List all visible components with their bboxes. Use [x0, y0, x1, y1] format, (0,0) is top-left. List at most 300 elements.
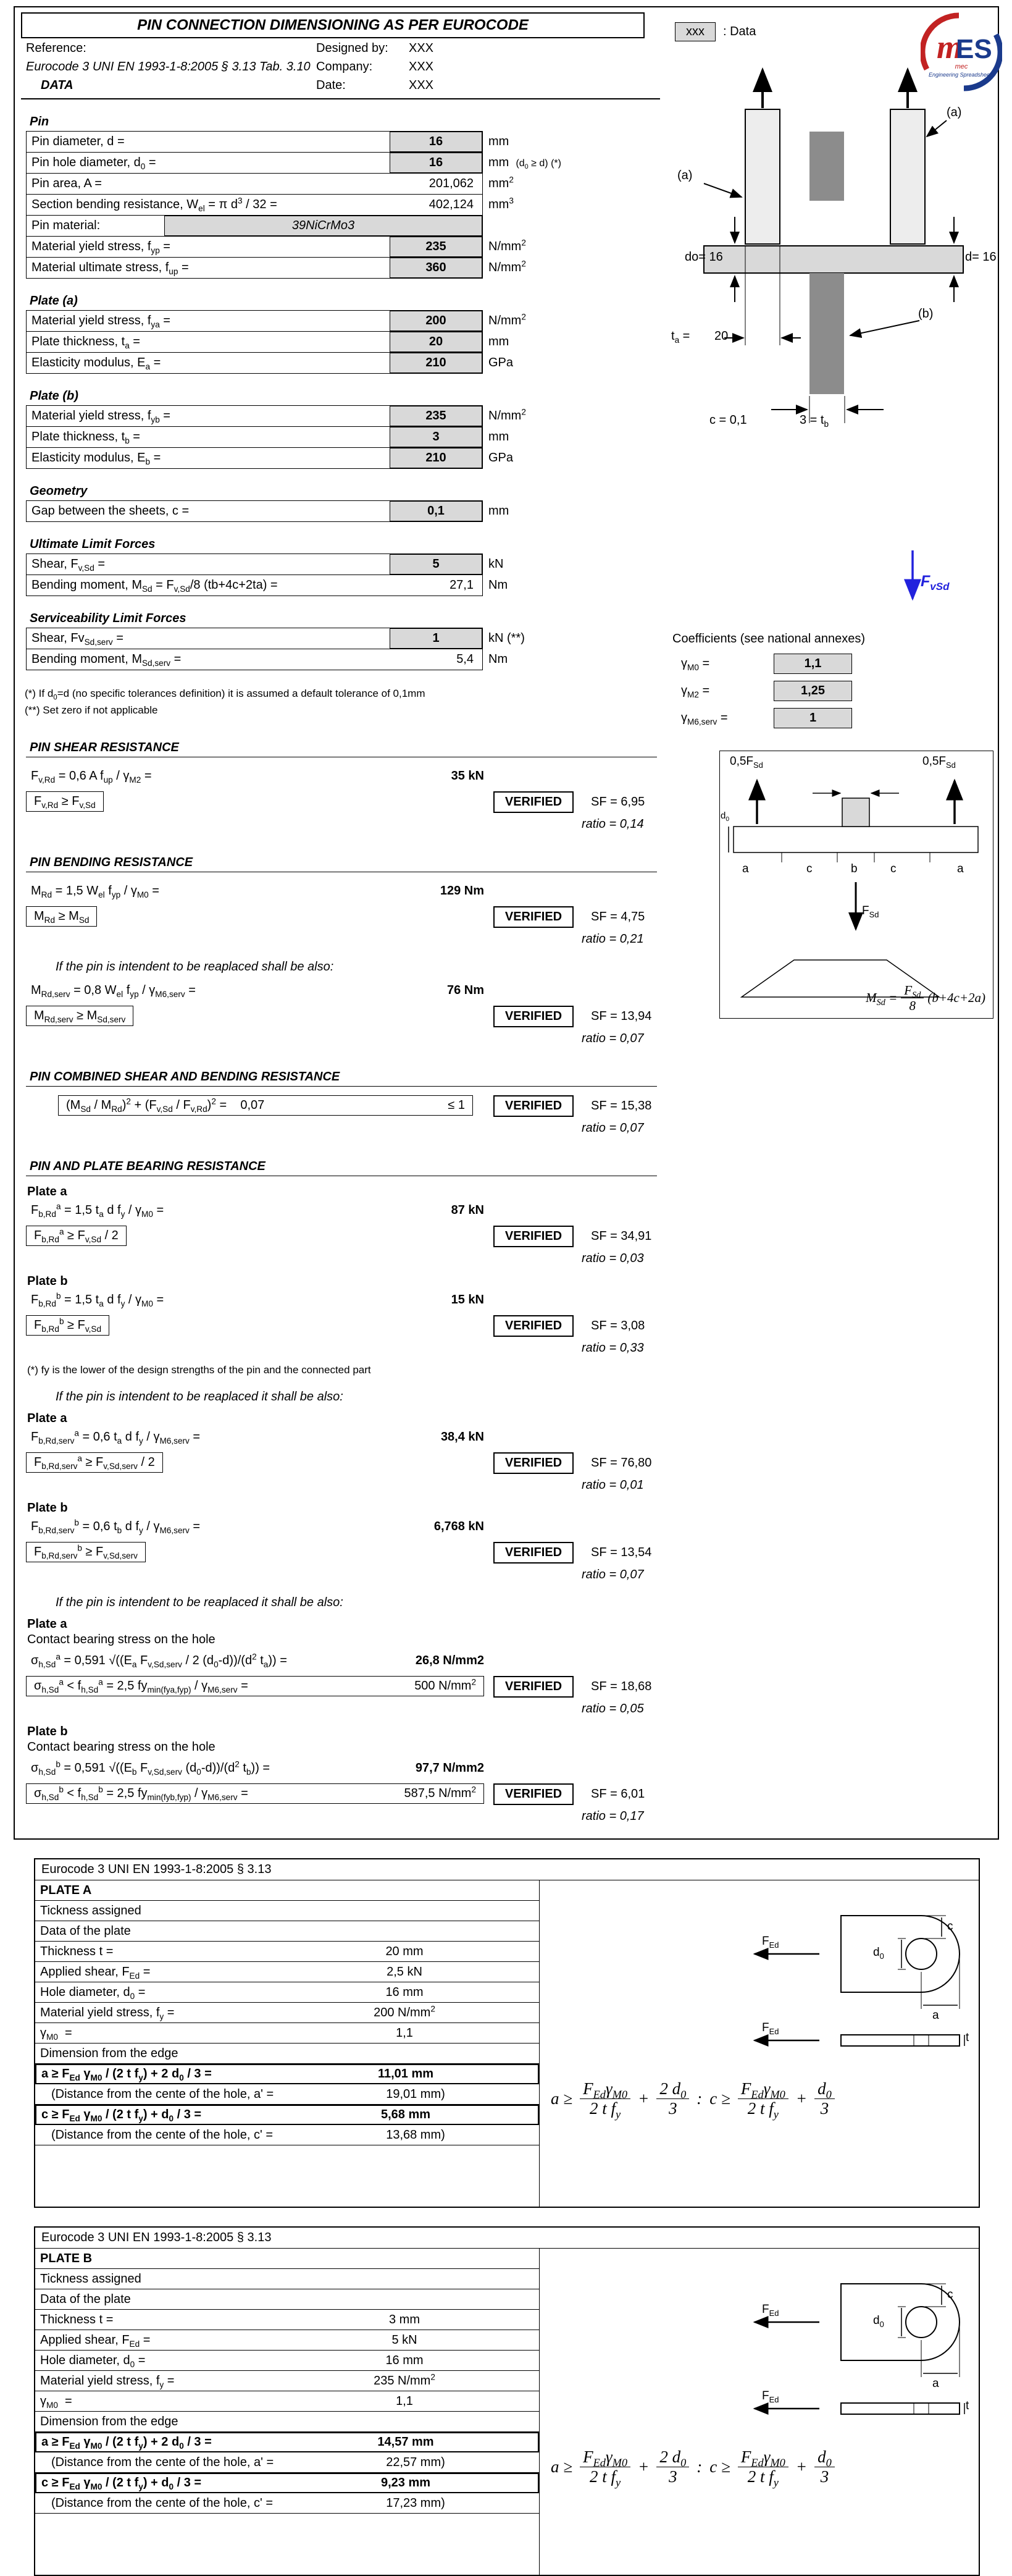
data-row [27, 649, 508, 670]
edge-distance-c-row [35, 2473, 539, 2493]
thickness-label: t [966, 2031, 969, 2044]
row-label: Hole diameter, $d_0$ = [40, 1985, 146, 2001]
coefficient-value[interactable]: 1,1 [774, 654, 852, 674]
coefficient-row [681, 654, 1003, 674]
fraction: $\frac{2 d_0}{3}$ [656, 2448, 689, 2486]
plate-b-label: (b) [918, 307, 934, 321]
text-line: Plate b [27, 1274, 68, 1288]
data-row [27, 575, 508, 596]
fraction: $\frac{2 d_0}{3}$ [656, 2079, 689, 2118]
row-value-cell: 5,4 [456, 652, 474, 666]
logo-m: m [937, 28, 963, 65]
text-line: Plate a [27, 1185, 67, 1198]
row-label: $c \ge F_{Ed}$ $\gamma_{M0} / (2$ t $f_y) + d_0 / 3$ = [41, 2108, 202, 2123]
edge-a-label: a [932, 2009, 939, 2022]
hole-distance-c-row [35, 2125, 539, 2145]
row-label: Bending moment, $M_{Sd,serv}$ = [31, 652, 182, 668]
formula-line [26, 1290, 484, 1310]
center-plate [842, 798, 869, 827]
data-row [27, 195, 514, 216]
row-label: (Distance from the cente of the hole, a' = [51, 2087, 274, 2101]
row-label: $c \ge F_{Ed}$ $\gamma_{M0} / (2$ t $f_y) + d_0 / 3$ = [41, 2476, 202, 2491]
row-value-cell[interactable]: 3 [390, 427, 482, 447]
company-value[interactable]: XXX [409, 60, 434, 74]
plate-data-rows [35, 1942, 539, 2044]
plate-code-reference: Eurocode 3 UNI EN 1993-1-8:2005 § 3.13 [35, 2228, 979, 2249]
applied-force-label: $F_{Sd}$ [862, 904, 879, 919]
plate-diagram-drawing [717, 1888, 977, 2061]
force-label-bottom: $F_{Ed}$ [762, 2021, 779, 2036]
formula-result: 15 kN [451, 1293, 484, 1307]
designed-by-label: Designed by: [316, 41, 388, 55]
plate-b-table [35, 2249, 540, 2575]
check-box-value: 500 $N/mm^2$ [414, 1677, 476, 1693]
check-formula: $(M_{Sd} / M_{Rd})^2 + (F_{v,Sd} / F_{v,Rd})^2$ = 0,07 [66, 1096, 265, 1114]
row-value: 22,57 mm) [386, 2455, 445, 2469]
row-unit: mm [488, 430, 509, 444]
verified-status-badge: VERIFIED [493, 1783, 574, 1805]
formula-label: $F_{b,Rd,serv}^a = 0,6$ $t_a$ d $f_y / \gamma_{M6,serv}$ = [31, 1428, 201, 1446]
section-ultimate-forces [26, 536, 508, 596]
plus-sign: + [795, 2457, 808, 2477]
text-line: ratio = 0,07 [582, 1121, 644, 1135]
row-label: Material yield stress, $f_{yb}$ = [31, 409, 170, 424]
check-line [26, 1226, 657, 1249]
data-row [27, 427, 509, 448]
section-lines [26, 1185, 657, 1824]
data-row [27, 628, 525, 649]
safety-factor: SF = 76,80 [591, 1456, 652, 1470]
text-line: Contact bearing stress on the hole [27, 1740, 215, 1754]
plus-sign: + [638, 2457, 650, 2477]
row-label: Material yield stress, $f_y$ = [40, 2005, 175, 2021]
coefficient-row [681, 681, 1003, 701]
row-value: 200 $N/mm^2$ [374, 2003, 435, 2019]
data-section-label: DATA [41, 78, 73, 92]
plate-sub1: Tickness assigned [40, 1903, 141, 1917]
safety-factor: SF = 13,54 [591, 1546, 652, 1559]
data-row [27, 311, 526, 332]
row-value-cell[interactable]: 16 [390, 132, 482, 152]
text-line: Contact bearing stress on the hole [27, 1633, 215, 1646]
row-unit: Nm [488, 652, 508, 666]
check-formula-box [26, 1006, 133, 1026]
plate-b-graphics [540, 2249, 979, 2575]
footnote-doublestar: (**) Set zero if not applicable [25, 704, 158, 716]
formula-result: 26,8 N/mm2 [415, 1654, 484, 1667]
plate-a-box [34, 1858, 980, 2208]
coefficient-value[interactable]: 1 [774, 708, 852, 728]
verified-status-badge: VERIFIED [493, 906, 574, 928]
text-line: If the pin is intendent to be reaplaced shall be also: [56, 960, 334, 974]
row-unit: $N/mm^2$ [488, 238, 526, 253]
check-formula-box [26, 1315, 109, 1336]
formula-line [26, 1427, 484, 1447]
formula-lhs-c: c ≥ [709, 2089, 730, 2108]
plate-b-upper [809, 132, 844, 201]
section-heading: PIN COMBINED SHEAR AND BENDING RESISTANCE [26, 1068, 657, 1087]
row-unit: mm $(d_0 \ge d)$ (*) [488, 156, 561, 171]
formula-label: $F_{b,Rd}^a = 1,5$ $t_a$ d $f_y / \gamma_{M0}$ = [31, 1202, 164, 1219]
moment-formula [866, 983, 985, 1013]
row-value: 19,01 mm) [386, 2087, 445, 2101]
text-line: ratio = 0,33 [582, 1341, 644, 1355]
row-value-cell[interactable]: 235 [390, 406, 482, 426]
bending-scheme-diagram [719, 751, 993, 1019]
edge-distance-c-row [35, 2105, 539, 2125]
text-line: ratio = 0,17 [582, 1809, 644, 1823]
data-row [27, 353, 514, 374]
row-label: Applied shear, $F_{Ed}$ = [40, 1964, 151, 1980]
pin-hole [906, 2307, 937, 2338]
text-line: Plate b [27, 1725, 68, 1738]
row-label: (Distance from the cente of the hole, c' = [51, 2496, 274, 2510]
plate-a-thickness-label: $t_a$ = [671, 329, 690, 345]
formula-label: $M_{Rd} = 1,5$ $W_{el}$ $f_{yp} / \gamma_{M0}$ = [31, 884, 159, 899]
row-value-cell[interactable]: 5 [390, 554, 482, 575]
check-line [26, 1006, 657, 1029]
serviceability-forces-table [26, 628, 525, 670]
pin-depth-label: $d_0$ [721, 810, 730, 823]
verified-status-badge: VERIFIED [493, 1452, 574, 1474]
edge-distance-formula [551, 2448, 979, 2489]
check-formula: $F_{b,Rd,serv}^b \ge F_{v,Sd,serv}$ [34, 1543, 138, 1560]
edge-c-label: c [947, 2288, 953, 2301]
plate-sub1: Tickness assigned [40, 2271, 141, 2286]
plate-data-row [35, 2310, 539, 2330]
safety-factor: SF = 6,01 [591, 1787, 645, 1801]
colon-sign: : [696, 2457, 703, 2477]
pin-hole [906, 1938, 937, 1969]
plate-data-row [35, 2391, 539, 2412]
row-label: Thickness t = [40, 2312, 114, 2326]
check-formula: $F_{b,Rd}^a \ge F_{v,Sd} / 2$ [34, 1227, 119, 1244]
row-label: Plate thickness, $t_a$ = [31, 335, 140, 350]
formula-line [26, 881, 484, 901]
hole-distance-c-row [35, 2493, 539, 2514]
coefficient-value[interactable]: 1,25 [774, 681, 852, 701]
row-value: 16 mm [385, 2353, 424, 2367]
plate-a-left [745, 109, 780, 244]
row-value-cell[interactable]: 16 [390, 153, 482, 173]
data-row [27, 501, 509, 522]
formula-lhs-c: c ≥ [709, 2457, 730, 2477]
formula-label: $F_{b,Rd,serv}^b = 0,6$ $t_b$ d $f_y / \gamma_{M6,serv}$ = [31, 1518, 201, 1535]
safety-factor: SF = 6,95 [591, 795, 645, 809]
row-label: $\gamma_{M0}$ = [40, 2026, 72, 2042]
hole-distance-a-row [35, 2452, 539, 2473]
reaction-right-label: $0,5F_{Sd}$ [922, 755, 956, 770]
plate-a-thickness-value: 20 [714, 329, 729, 343]
data-row [27, 132, 509, 153]
row-value-cell[interactable]: 1 [390, 628, 482, 649]
pin-bar [704, 246, 963, 273]
row-value: 1,1 [396, 2026, 413, 2040]
reaction-left-label: $0,5F_{Sd}$ [730, 755, 763, 770]
section-geometry [26, 482, 509, 522]
text-line: ratio = 0,03 [582, 1252, 644, 1265]
formula-result: 87 kN [451, 1203, 484, 1217]
page-title: PIN CONNECTION DIMENSIONING AS PER EUROCODE [21, 12, 645, 38]
row-label: Pin material: [31, 219, 101, 232]
formula-line [26, 1758, 484, 1778]
beam-diagram-drawing [720, 751, 992, 1017]
gap-label: c = 0,1 [709, 413, 747, 427]
text-line: (*) fy is the lower of the design strengths of the pin and the connected part [27, 1364, 371, 1376]
row-value: 2,5 kN [387, 1964, 422, 1979]
row-unit: GPa [488, 451, 514, 465]
logo-line1: mec [955, 63, 968, 70]
row-label: Pin area, A = [31, 177, 102, 190]
row-value-cell[interactable]: 20 [390, 332, 482, 352]
check-formula: $\sigma_{h,Sd}^a < f_{h,Sd}^a = 2,5$ $fy_{min(fya,fyp)} / \gamma_{M6,serv}$ = [34, 1677, 248, 1694]
row-unit: $N/mm^2$ [488, 312, 526, 327]
row-label: Plate thickness, $t_b$ = [31, 430, 140, 445]
coefficient-label: $\gamma_{M6,serv}$ = [681, 711, 728, 726]
leader-a-right [927, 120, 947, 137]
coefficient-label: $\gamma_{M2}$ = [681, 684, 710, 699]
formula-label: $\sigma_{h,Sd}^a = 0,591$ $√((E_a$ $F_{v,Sd,serv} / 2$ $(d_0-d))/(d^2$ $t_a$)) = [31, 1652, 287, 1669]
plate-sub2: Data of the plate [40, 2292, 131, 2306]
plate-a-right [890, 109, 925, 244]
row-label: Thickness t = [40, 1944, 114, 1958]
row-label: Bending moment, $M_{Sd} = F_{v,Sd}/8$ (tb+4c+2ta) = [31, 578, 278, 594]
force-label-top: $F_{Ed}$ [762, 2303, 779, 2318]
row-label: Pin diameter, d = [31, 135, 125, 148]
verified-status-badge: VERIFIED [493, 1006, 574, 1027]
safety-factor: SF = 13,94 [591, 1009, 652, 1023]
text-line: ratio = 0,05 [582, 1702, 644, 1715]
text-line: ratio = 0,01 [582, 1478, 644, 1492]
edge-distance-a-row [35, 2064, 539, 2084]
footnote-star: (*) If $d_0=d$ (no specific tolerances definition) it is assumed a default tolerance of 0,1mm [25, 688, 425, 702]
row-label: Material yield stress, $f_y$ = [40, 2373, 175, 2389]
verified-status-badge: VERIFIED [493, 1226, 574, 1247]
formula-result: 76 Nm [446, 983, 484, 997]
formula-label: $F_{v,Rd} = 0,6$ A $f_{up} / \gamma_{M2}$ = [31, 769, 152, 785]
row-label: Material yield stress, $f_{yp}$ = [31, 240, 170, 255]
check-line [26, 1542, 657, 1565]
text-line: Plate a [27, 1412, 67, 1425]
row-value-cell: 27,1 [450, 578, 474, 592]
moment-fraction: $\frac{F_{Sd}}{8}$ [901, 983, 924, 1013]
edge-c-label: c [947, 1920, 953, 1933]
section-heading: Geometry [26, 482, 483, 501]
main-worksheet [14, 6, 999, 1840]
check-formula: $M_{Rd} \ge M_{Sd}$ [34, 909, 90, 925]
row-unit: $N/mm^2$ [488, 259, 526, 274]
row-label: Section bending resistance, $W_{el} = \pi$ $d^3 / 32$ = [31, 196, 277, 213]
plate-a-table [35, 1880, 540, 2207]
code-reference-row [21, 57, 660, 75]
row-value: 3 mm [389, 2312, 420, 2326]
section-bearing-resistance [26, 1158, 657, 1824]
plate-title: PLATE B [40, 2251, 93, 2265]
plate-data-row [35, 2330, 539, 2351]
row-unit: $mm^2$ [488, 175, 514, 190]
check-formula: $\sigma_{h,Sd}^b < f_{h,Sd}^b = 2,5$ $fy_{min(fyb,fyp)} / \gamma_{M6,serv}$ = [34, 1785, 248, 1802]
row-value-cell[interactable]: 360 [390, 258, 482, 278]
formula-label: $\sigma_{h,Sd}^b = 0,591$ $√((E_b$ $F_{v,Sd,serv}$ $(d_0-d))/(d^2$ $t_b$)) = [31, 1759, 270, 1777]
plate-eye-diagram [717, 1888, 977, 2061]
plate-diagram-drawing [717, 2256, 977, 2429]
row-label: Shear, $F_{v,Sd}$ = [31, 557, 106, 573]
row-value: 235 $N/mm^2$ [374, 2372, 435, 2388]
check-formula-box [26, 1226, 127, 1246]
colon-sign: : [696, 2089, 703, 2108]
section-heading: Ultimate Limit Forces [26, 536, 483, 554]
section-heading: Pin [26, 113, 483, 132]
data-row [27, 554, 504, 575]
ultimate-forces-table [26, 554, 508, 596]
row-value: 11,01 mm [377, 2067, 434, 2081]
plate-data-rows [35, 2310, 539, 2412]
section-plate-b [26, 387, 526, 469]
row-value-cell[interactable]: 210 [390, 448, 482, 468]
row-unit: GPa [488, 356, 514, 369]
plate-a-graphics [540, 1880, 979, 2207]
text-line: ratio = 0,07 [582, 1568, 644, 1581]
check-line [26, 906, 657, 930]
data-row [27, 153, 561, 174]
formula-line [26, 766, 484, 786]
row-unit: mm [488, 135, 509, 148]
row-value-cell[interactable]: 0,1 [390, 501, 482, 521]
formula-lhs-a: a ≥ [551, 2457, 573, 2477]
check-box-value: ≤ 1 [448, 1098, 465, 1112]
edge-distance-formula [551, 2079, 979, 2121]
check-formula-box [58, 1095, 473, 1116]
plate-data-row [35, 2371, 539, 2391]
date-value[interactable]: XXX [409, 78, 434, 92]
row-unit: $mm^3$ [488, 196, 514, 211]
row-value: 20 mm [385, 1944, 424, 1958]
row-value-cell[interactable]: 210 [390, 353, 482, 373]
row-label: $\gamma_{M0}$ = [40, 2394, 72, 2410]
verified-status-badge: VERIFIED [493, 1095, 574, 1117]
pin-data-table [26, 132, 561, 279]
plate-b-thickness-label: $3 = t_b$ [800, 413, 829, 429]
safety-factor: SF = 18,68 [591, 1680, 652, 1693]
row-unit: kN [488, 557, 504, 571]
coefficients-section [672, 632, 1003, 728]
text-line: Plate b [27, 1501, 68, 1515]
fraction: $\frac{d_0}{3}$ [814, 2079, 835, 2118]
formula-label: $M_{Rd,serv} = 0,8$ $W_{el}$ $f_{yp} / \gamma_{M6,serv}$ = [31, 983, 196, 999]
row-unit: kN (**) [488, 631, 525, 645]
section-lines [26, 1095, 657, 1135]
safety-factor: SF = 15,38 [591, 1099, 652, 1113]
plate-a-left-label: (a) [677, 169, 693, 182]
code-reference: Eurocode 3 UNI EN 1993-1-8:2005 § 3.13 Tab. 3.10 [26, 60, 311, 74]
formula-line [26, 1517, 484, 1537]
row-unit: Nm [488, 578, 508, 592]
dim-b: b [851, 862, 858, 875]
row-value: 9,23 mm [380, 2476, 431, 2490]
check-formula: $M_{Rd,serv} \ge M_{Sd,serv}$ [34, 1009, 126, 1024]
data-row [27, 406, 526, 427]
section-lines [26, 881, 657, 1046]
plate-title: PLATE A [40, 1883, 92, 1897]
dimension-heading: Dimension from the edge [40, 2046, 178, 2060]
pin-hole-diameter-label: do= 16 [685, 250, 723, 264]
plate-a-right-label: (a) [947, 106, 962, 119]
designed-by-value[interactable]: XXX [409, 41, 434, 55]
section-heading: PIN SHEAR RESISTANCE [26, 739, 657, 757]
fraction: $\frac{F_{Ed}\gamma_{M0}}{2 t f_y}$ [580, 2079, 630, 2118]
row-value: 5,68 mm [380, 2108, 431, 2121]
plate-side-view [841, 2035, 960, 2046]
row-value: 17,23 mm) [386, 2496, 445, 2510]
logo-es: ES [956, 34, 992, 64]
moment-lhs: $M_{Sd}$ = [866, 990, 898, 1008]
check-formula: $F_{v,Rd} \ge F_{v,Sd}$ [34, 794, 96, 810]
verified-status-badge: VERIFIED [493, 791, 574, 813]
row-label: (Distance from the cente of the hole, c' = [51, 2128, 274, 2142]
row-unit: $N/mm^2$ [488, 407, 526, 423]
coefficient-row [681, 708, 1003, 728]
data-row [27, 174, 514, 195]
formula-result: 35 kN [451, 769, 484, 783]
safety-factor: SF = 34,91 [591, 1229, 652, 1243]
section-plate-a [26, 292, 526, 374]
data-row [27, 237, 526, 258]
plate-b-lower [809, 273, 844, 394]
data-row [27, 332, 509, 353]
company-label: Company: [316, 60, 373, 74]
data-row [27, 448, 514, 469]
plate-b-box [34, 2226, 980, 2576]
section-lines [26, 766, 657, 831]
row-value-cell: 402,124 [429, 198, 474, 211]
logo-line2: Engineering Spreadsheets [928, 72, 995, 78]
section-heading: PIN BENDING RESISTANCE [26, 854, 657, 872]
force-label-bottom: $F_{Ed}$ [762, 2389, 779, 2404]
plate-data-row [35, 1962, 539, 1982]
check-line [26, 791, 657, 815]
row-label: Hole diameter, $d_0$ = [40, 2353, 146, 2369]
pin-diameter-label: d= 16 [965, 250, 997, 264]
hole-diameter-label: $d_0$ [873, 1946, 884, 1961]
reference-label: Reference: [26, 41, 86, 55]
check-line [26, 1783, 657, 1807]
plate-data-row [35, 2351, 539, 2371]
plate-side-view [841, 2403, 960, 2414]
row-unit: mm [488, 335, 509, 348]
hole-diameter-label: $d_0$ [873, 2314, 884, 2329]
dim-c-left: c [806, 862, 813, 875]
row-value-cell[interactable]: 200 [390, 311, 482, 331]
row-value: 14,57 mm [377, 2435, 434, 2449]
pin-connection-diagram [670, 53, 1003, 621]
formula-line [26, 980, 484, 1001]
plate-sub2: Data of the plate [40, 1924, 131, 1938]
row-value-cell[interactable]: 235 [390, 237, 482, 257]
shear-force-label: $F_{vSd}$ [921, 573, 950, 592]
plate-data-row [35, 2003, 539, 2023]
row-label: Elasticity modulus, $E_a$ = [31, 356, 161, 371]
section-heading: Plate (a) [26, 292, 483, 311]
pin-beam [734, 827, 978, 852]
fraction: $\frac{F_{Ed}\gamma_{M0}}{2 t f_y}$ [738, 2079, 788, 2118]
row-value: 1,1 [396, 2394, 413, 2408]
formula-result: 6,768 kN [433, 1520, 484, 1533]
reference-row [21, 38, 660, 57]
formula-line [26, 1651, 484, 1671]
check-formula-box [26, 1783, 484, 1804]
hole-distance-a-row [35, 2084, 539, 2105]
formula-label: $F_{b,Rd}^b = 1,5$ $t_a$ d $f_y / \gamma_{M0}$ = [31, 1291, 164, 1308]
